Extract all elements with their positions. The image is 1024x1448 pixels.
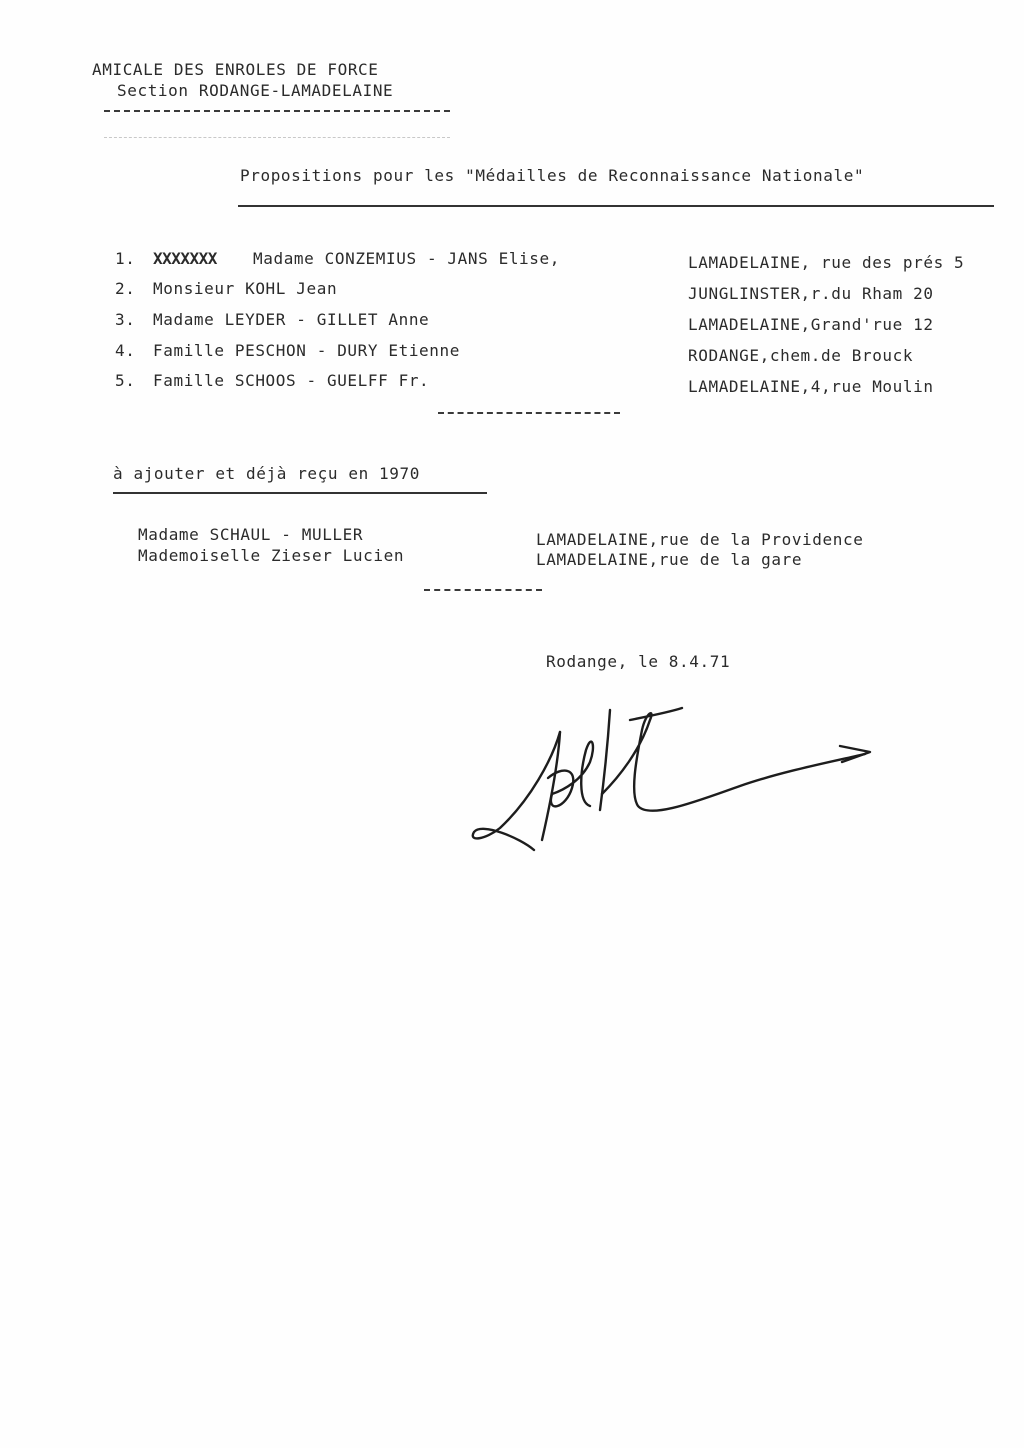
item-name: Monsieur KOHL Jean: [153, 279, 338, 298]
page-title: Propositions pour les "Médailles de Reconnaissance Nationale": [240, 166, 865, 185]
item-address: LAMADELAINE,Grand'rue 12: [688, 315, 934, 334]
item-number: 3.: [115, 310, 136, 329]
item-address: LAMADELAINE,4,rue Moulin: [688, 377, 934, 396]
item-address: JUNGLINSTER,r.du Rham 20: [688, 284, 934, 303]
addendum-underline: [113, 492, 487, 494]
item-name: Famille PESCHON - DURY Etienne: [153, 341, 460, 360]
item-address: LAMADELAINE, rue des prés 5: [688, 253, 965, 272]
addendum-heading: à ajouter et déjà reçu en 1970: [113, 464, 420, 483]
item-name: Madame LEYDER - GILLET Anne: [153, 310, 430, 329]
header-underline: [104, 110, 450, 112]
struck-text: XXXXXXX: [153, 249, 217, 268]
addendum-address: LAMADELAINE,rue de la Providence: [536, 530, 864, 549]
item-name: Famille SCHOOS - GUELFF Fr.: [153, 371, 430, 390]
addendum-address: LAMADELAINE,rue de la gare: [536, 550, 803, 569]
header-faint-line: [104, 137, 450, 138]
item-number: 2.: [115, 279, 136, 298]
item-number: 5.: [115, 371, 136, 390]
org-name: AMICALE DES ENROLES DE FORCE: [92, 60, 379, 79]
item-number: 1.: [115, 249, 136, 268]
item-number: 4.: [115, 341, 136, 360]
place-date: Rodange, le 8.4.71: [546, 652, 731, 671]
item-address: RODANGE,chem.de Brouck: [688, 346, 914, 365]
addendum-separator: [424, 589, 542, 591]
addendum-name: Mademoiselle Zieser Lucien: [138, 546, 405, 565]
item-name: Madame CONZEMIUS - JANS Elise,: [253, 249, 560, 268]
list-separator: [438, 412, 620, 414]
addendum-name: Madame SCHAUL - MULLER: [138, 525, 364, 544]
title-underline: [238, 205, 994, 207]
section-name: Section RODANGE-LAMADELAINE: [117, 81, 394, 100]
handwritten-signature: [460, 690, 880, 870]
